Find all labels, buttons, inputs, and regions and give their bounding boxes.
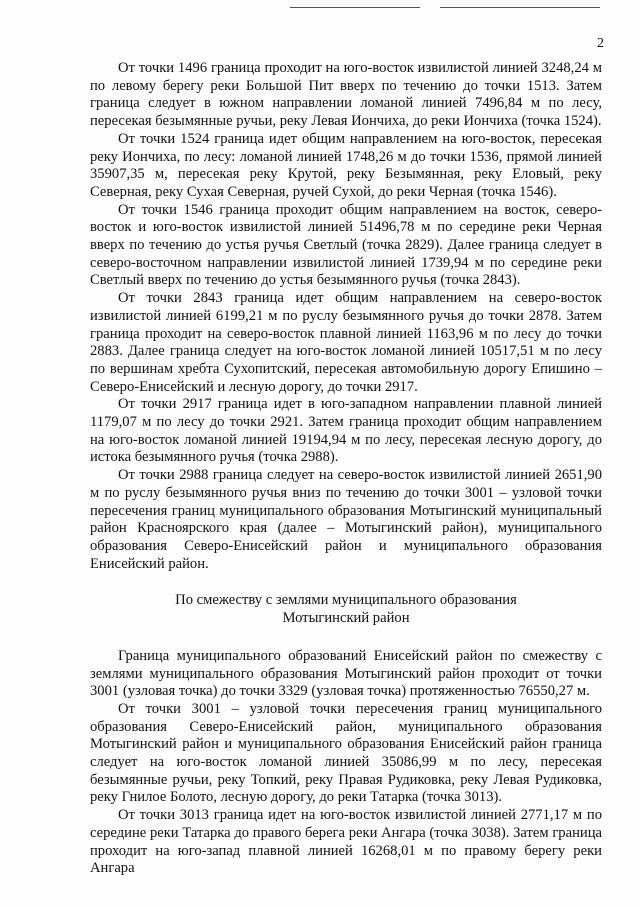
- paragraph: От точки 2917 граница идет в юго-западном направлении плавной линией 1179,07 м по лесу до точки 2921. Затем граница проходит общим направлением на юго-восток ломаной линией 19194,94 м по лесу, пересекая лесную дорогу, до истока безымянного ручья (точка 2988).: [90, 396, 602, 466]
- scan-edge-line: [290, 7, 420, 8]
- paragraph: Граница муниципального образований Енисейский район по смежеству с землями муниципального образования Мотыгинский район проходит от точки 3001 (узловая точка) до точки 3329 (узловая точка) протяженностью 76550,27 м.: [90, 647, 602, 700]
- paragraph: От точки 2988 граница следует на северо-восток извилистой линией 2651,90 м по руслу безымянного ручья вниз по течению до точки 3001 – узловой точки пересечения границ муниципального образования Мотыгинский муниципальный район Красноярского края (далее – Мотыгинский район), муниципального образования Северо-Енисейский район и муниципального образования Енисейский район.: [90, 467, 602, 572]
- section-heading-line: Мотыгинский район: [282, 610, 410, 627]
- document-body: [90, 60, 602, 878]
- paragraph: От точки 3001 – узловой точки пересечения границ муниципального образования Северо-Енисейский район, муниципального образования Мотыгинский район и муниципального образования Енисейский район граница следует на юго-восток ломаной линией 35086,99 м по лесу, пересекая безымянные ручьи, реку Топкий, реку Правая Рудиковка, реку Левая Рудиковка, реку Гнилое Болото, лесную дорогу, до реки Татарка (точка 3013).: [90, 700, 602, 806]
- paragraph: От точки 3013 граница идет на юго-восток извилистой линией 2771,17 м по середине реки Татарка до правого берега реки Ангара (точка 3038). Затем граница проходит на юго-запад плавной линией 16268,01 м по правому берегу реки Ангара: [90, 807, 602, 877]
- paragraph: От точки 1546 граница проходит общим направлением на восток, северо-восток и юго-восток извилистой линией 51496,78 м по середине реки Черная вверх по течению до устья ручья Светлый (точка 2829). Далее граница следует в северо-восточном направлении извилистой линией 1739,94 м по середине реки Светлый вверх по течению до устья безымянного ручья (точка 2843).: [90, 201, 602, 289]
- scan-edge-line: [440, 7, 600, 8]
- page-number: 2: [597, 36, 604, 51]
- paragraph: От точки 1496 граница проходит на юго-восток извилистой линией 3248,24 м по левому берегу реки Большой Пит вверх по течению до точки 1513. Затем граница следует в южном направлении ломаной линией 7496,84 м по лесу, пересекая безымянные ручьи, реку Левая Иончиха, до реки Иончиха (точка 1524).: [90, 60, 602, 130]
- section-heading: [90, 592, 602, 627]
- paragraph: От точки 1524 граница идет общим направлением на юго-восток, пересекая реку Иончиха, по лесу: ломаной линией 1748,26 м до точки 1536, прямой линией 35907,35 м, пересекая реку Крутой, реку Безымянная, реку Еловый, реку Северная, реку Сухая Северная, ручей Сухой, до реки Черная (точка 1546).: [90, 130, 602, 200]
- paragraph: От точки 2843 граница идет общим направлением на северо-восток извилистой линией 6199,21 м по руслу безымянного ручья до точки 2878. Затем граница проходит на северо-восток плавной линией 1163,96 м по лесу до точки 2883. Далее граница следует на юго-восток ломаной линией 10517,51 м по лесу по вершинам хребта Сухопитский, пересекая автомобильную дорогу Епишино – Северо-Енисейский и лесную дорогу, до точки 2917.: [90, 290, 602, 395]
- section-heading-line: По смежеству с землями муниципального образования: [175, 592, 517, 609]
